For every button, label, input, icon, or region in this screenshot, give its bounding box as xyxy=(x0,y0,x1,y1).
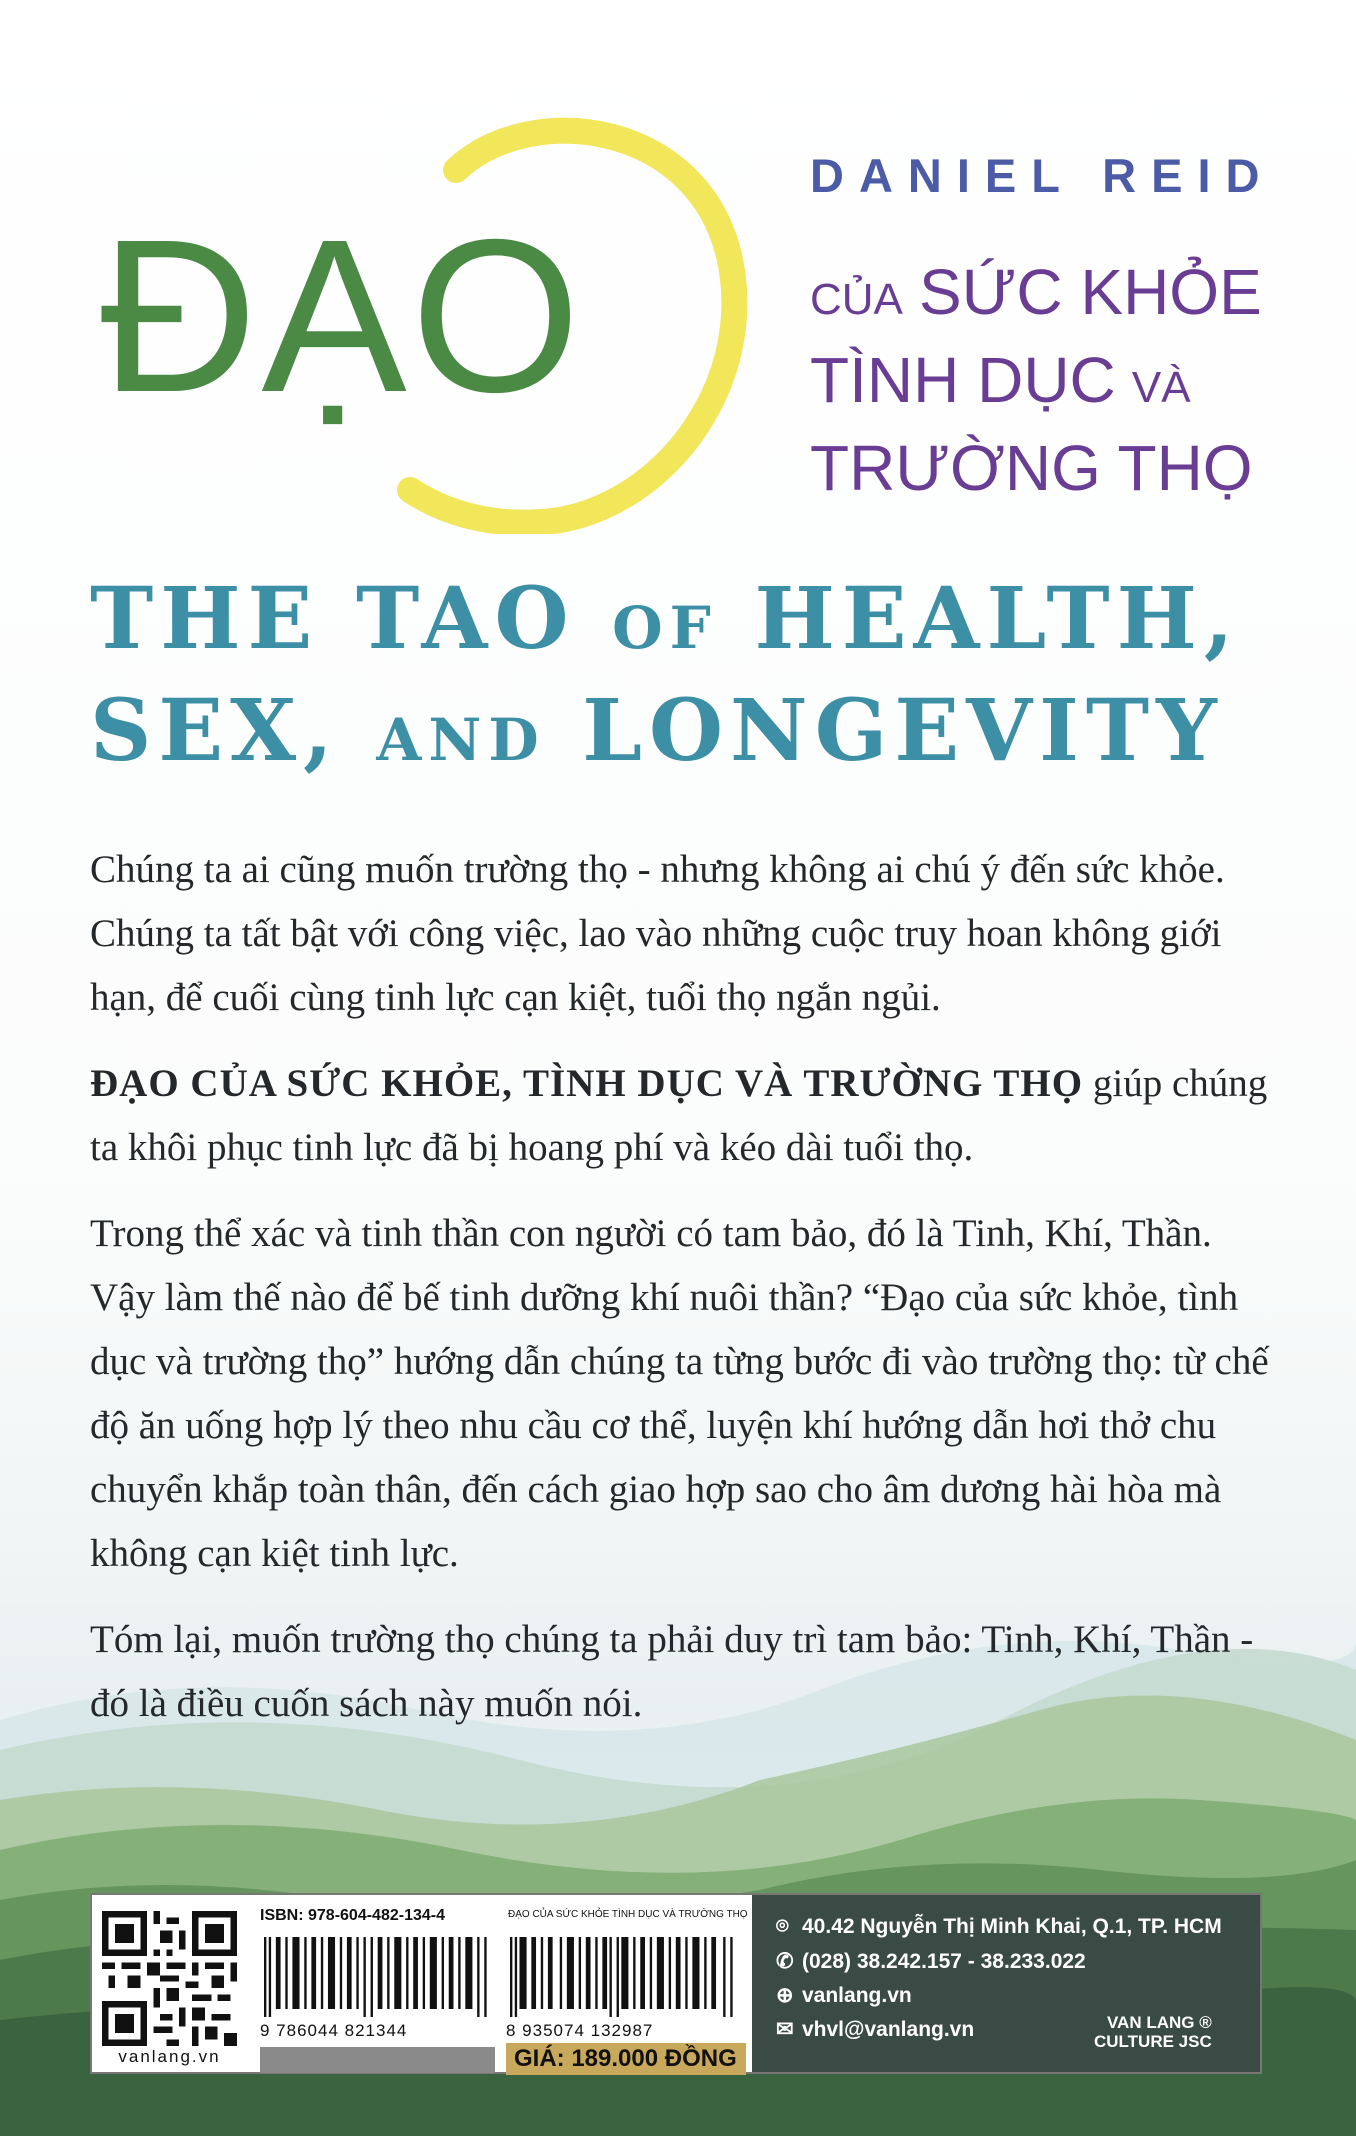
gray-strip xyxy=(260,2047,495,2073)
email-row xyxy=(776,2017,974,2042)
price-label: GIÁ: 189.000 ĐỒNG xyxy=(506,2043,746,2075)
english-title-part: SEX, xyxy=(90,681,340,781)
contact-panel xyxy=(752,1895,1260,2072)
english-title xyxy=(90,568,1310,792)
ean-barcode xyxy=(510,1937,735,2017)
subtitle-va: VÀ xyxy=(1131,363,1191,412)
email-text[interactable]: vhvl@vanlang.vn xyxy=(802,2018,975,2041)
subtitle-truong-tho: TRƯỜNG THỌ xyxy=(810,432,1253,504)
english-title-part: HEALTH, xyxy=(754,569,1241,669)
ean-barcode-block xyxy=(506,1907,748,2072)
blurb-paragraph-4: Tóm lại, muốn trường thọ chúng ta phải duy trì tam bảo: Tinh, Khí, Thần - đó là điều cuốn sách này muốn nói. xyxy=(90,1618,1254,1725)
subtitle-suc-khoe: SỨC KHỎE xyxy=(919,256,1262,328)
blurb-paragraph-1: Chúng ta ai cũng muốn trường thọ - nhưng không ai chú ý đến sức khỏe. Chúng ta tất bật với công việc, lao vào những cuộc truy hoan không giới hạn, để cuối cùng tinh lực cạn kiệt, tuổi thọ ngắn ngủi. xyxy=(90,848,1225,1019)
isbn-barcode xyxy=(264,1937,489,2017)
blurb-paragraph-2 xyxy=(90,1052,1270,1180)
isbn-label: ISBN: 978-604-482-134-4 xyxy=(260,1907,445,1924)
publisher-info-strip xyxy=(90,1893,1262,2074)
author-name: DANIEL REID xyxy=(810,149,1275,202)
qr-label: vanlang.vn xyxy=(118,2047,221,2066)
qr-code xyxy=(102,1911,237,2046)
isbn-barcode-block xyxy=(260,1907,495,2067)
website-row xyxy=(776,1983,912,2008)
english-title-part: THE TAO xyxy=(90,569,576,669)
address-text: 40.42 Nguyễn Thị Minh Khai, Q.1, TP. HCM xyxy=(802,1915,1222,1938)
publisher-logo xyxy=(1094,2013,1212,2051)
blurb-book-title: ĐẠO CỦA SỨC KHỎE, TÌNH DỤC VÀ TRƯỜNG THỌ xyxy=(90,1062,1084,1105)
phone-text: (028) 38.242.157 - 38.233.022 xyxy=(802,1950,1086,1973)
address-row xyxy=(776,1915,1222,1939)
english-title-of: OF xyxy=(612,594,718,662)
location-icon: ⌾ xyxy=(776,1915,789,1938)
website-text[interactable]: vanlang.vn xyxy=(802,1984,912,2007)
phone-row xyxy=(776,1949,1086,1974)
publisher-line-2: CULTURE JSC xyxy=(1094,2032,1212,2051)
mail-icon: ✉ xyxy=(776,2018,794,2041)
blurb xyxy=(90,838,1270,1758)
subtitle-tinh-duc: TÌNH DỤC xyxy=(810,344,1116,416)
english-title-and: AND xyxy=(376,706,546,774)
publisher-line-1: VAN LANG ® xyxy=(1106,2013,1212,2032)
vietnamese-title: ĐẠO xyxy=(100,195,585,438)
isbn-digits: 9 786044 821344 xyxy=(260,2021,408,2040)
blurb-paragraph-2-text: giúp chúng ta khôi phục tinh lực đã bị hoang phí và kéo dài tuổi thọ. xyxy=(90,1062,1268,1169)
subtitle-cua: CỦA xyxy=(810,275,903,324)
book-title-label: ĐẠO CỦA SỨC KHỎE TÌNH DỤC VÀ TRƯỜNG THỌ xyxy=(508,1909,748,1920)
globe-icon: ⊕ xyxy=(776,1984,794,2007)
phone-icon: ✆ xyxy=(776,1950,794,1973)
blurb-paragraph-3: Trong thể xác và tinh thần con người có tam bảo, đó là Tinh, Khí, Thần. Vậy làm thế nào để bế tinh dưỡng khí nuôi thần? “Đạo của sức khỏe, tình dục và trường thọ” hướng dẫn chúng ta từng bước đi vào trường thọ: từ chế độ ăn uống hợp lý theo nhu cầu cơ thể, luyện khí hướng dẫn hơi thở chu chuyển khắp toàn thân, đến cách giao hợp sao cho âm dương hài hòa mà không cạn kiệt tinh lực. xyxy=(90,1212,1269,1575)
english-title-part: LONGEVITY xyxy=(582,681,1224,781)
vietnamese-subtitle xyxy=(810,252,1262,511)
ean-digits: 8 935074 132987 xyxy=(506,2021,654,2040)
